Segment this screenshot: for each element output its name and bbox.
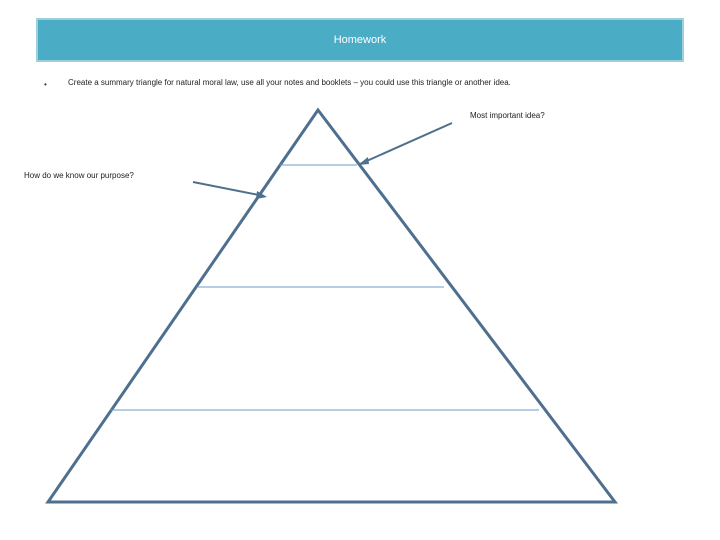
summary-triangle [48,110,615,502]
label-purpose-question: How do we know our purpose? [24,171,134,180]
bullet-marker: • [44,80,47,89]
arrow-to-top-section [360,123,452,164]
arrow-to-upper-left-side [193,182,264,196]
arrowhead-top [358,157,369,165]
instruction-text: Create a summary triangle for natural moral law, use all your notes and booklets – you could use this triangle or another idea. [68,78,511,87]
header-title: Homework [333,34,387,46]
label-most-important-idea: Most important idea? [470,111,545,120]
